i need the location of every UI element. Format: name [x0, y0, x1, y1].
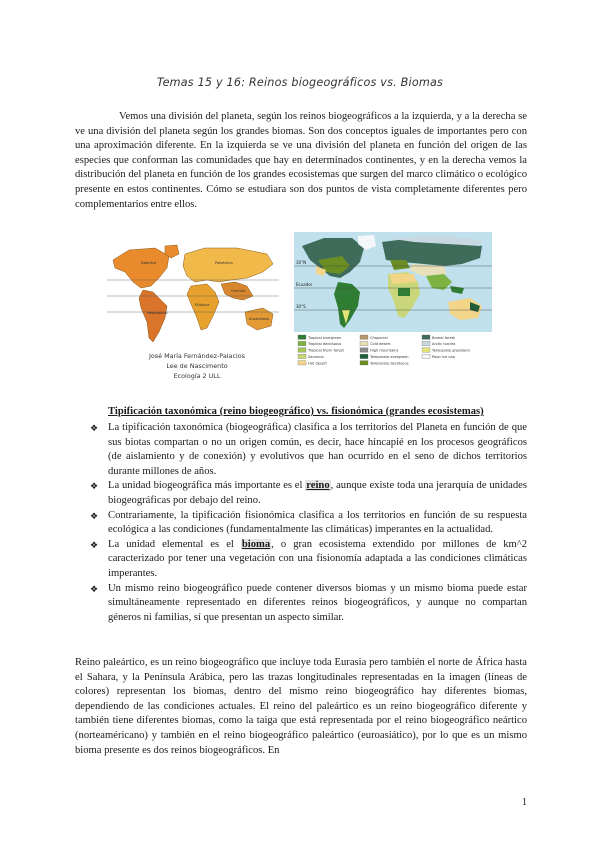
bullet-text-after: , aunque existe toda una jerarquía de unidades biogeográficas por debajo del reino. [108, 480, 527, 506]
label-neotropical: Neotropical [147, 311, 168, 315]
label-ethiopian: Etiópica [195, 303, 210, 307]
highlight-bioma: bioma [241, 538, 271, 550]
legend-swatch [422, 354, 430, 358]
legend-label: Tropical deciduous [308, 342, 342, 347]
bullet-text-before: La unidad elemental es el [108, 538, 241, 550]
legend-label: Savanna [308, 355, 324, 359]
diamond-bullet-icon: ❖ [90, 481, 99, 492]
legend-swatch [422, 348, 430, 352]
bullet-item [90, 509, 527, 538]
legend-swatch [298, 341, 306, 345]
legend-swatch [298, 348, 306, 352]
diamond-bullet-icon: ❖ [90, 510, 99, 521]
bullet-item [90, 479, 527, 508]
legend-swatch [298, 354, 306, 358]
bullet-item [90, 421, 527, 479]
bullet-item [90, 582, 527, 626]
figure-credit [140, 351, 254, 381]
page-title: Temas 15 y 16: Reinos biogeográficos vs. Biomas [156, 76, 444, 89]
legend-swatch [360, 354, 368, 358]
lat-equator: Ecuador [296, 282, 313, 287]
bullet-item [90, 538, 527, 582]
bullet-list [90, 421, 527, 625]
diamond-bullet-icon: ❖ [90, 539, 99, 550]
legend-swatch [422, 335, 430, 339]
biogeographic-realms-map [107, 242, 279, 348]
highlight-reino: reino [306, 480, 330, 492]
bullet-text-after: , o gran ecosistema extendido por millones de km^2 caracterizado por tener una vegetación con una fisionomía adaptada a las condiciones climáticas imperantes. [108, 538, 527, 579]
legend-swatch [360, 361, 368, 365]
legend-swatch [360, 341, 368, 345]
legend-label: Cold desert [370, 342, 391, 347]
lat-30s: 30°S [296, 304, 306, 309]
page-number: 1 [522, 797, 527, 808]
legend-swatch [298, 361, 306, 365]
legend-label: Tropical thorn forest [308, 348, 344, 353]
credit-line: Lee de Nascimento [166, 362, 228, 370]
legend-label: Arctic tundra [432, 342, 456, 347]
bullet-text: Un mismo reino biogeográfico puede contener diversos biomas y un mismo bioma puede estar simultáneamente representado en diferentes reinos biogeográficos, y aunque no compartan géneros ni familias, sí que presentan un aspecto similar. [108, 582, 527, 623]
final-paragraph: Reino paleártico, es un reino biogeográfico que incluye toda Eurasia pero también el norte de África hasta el Sahara, y la Península Arábica, pero las trazas longitudinales representadas en la imagen (líneas de colores) representan los biomas, dentro del mismo reino biogeográfico hay diferentes biomas, dependiendo de las condiciones actuales. El reino del paleártico es un reino biogeográfico diferente y también tiene diferentes biomas, como la taiga que está representada por el reino biogeográfico neártico (norteaméricano) y también en el reino biogeográfico paleártico (euroasiático), por lo que es un mismo bioma presente es dos reinos biogeográficos. En [75, 657, 527, 756]
intro-paragraph: Vemos una división del planeta, según los reinos biogeográficos a la izquierda, y a la derecha se ve una división del planeta según los grandes biomas. Son dos conceptos iguales de importantes pero con una aproximación diferente. En la izquierda se ve una división del planeta en función del origen de las especies que conforman las comunidades que hay en determinados continentes, y en la derecha vemos la distribución del planeta en función de los grandes ecosistemas que surgen del marco climático o ecológico presente en estos continentes. Cómo se estudiara son dos puntos de vista completamente diferentes pero complementarios entre ellos. [75, 111, 527, 210]
legend-label: High mountains [370, 348, 399, 353]
world-biomes-map [294, 232, 492, 368]
diamond-bullet-icon: ❖ [90, 423, 99, 433]
legend-swatch [298, 335, 306, 339]
credit-line: Ecología 2 ULL [173, 372, 221, 380]
legend-swatch [360, 335, 368, 339]
legend-label: Chaparral [370, 335, 388, 340]
lat-30n: 30°N [296, 260, 307, 265]
legend-swatch [422, 341, 430, 345]
label-oriental: Oriental [231, 289, 246, 293]
legend-label: Tropical evergreen [308, 335, 342, 340]
legend-label: Boreal forest [432, 335, 455, 340]
label-palearctic: Paleártica [215, 261, 233, 265]
label-nearctic: Neártica [141, 261, 157, 265]
legend-swatch [360, 348, 368, 352]
section-heading: Tipificación taxonómica (reino biogeográfico) vs. fisionómica (grandes ecosistemas) [108, 406, 484, 417]
bullet-text: La tipificación taxonómica (biogeográfica) clasifica a los territorios del Planeta en función de que sus biotas compartan o no un origen común, es decir, hace hincapié en los procesos geográficos (de aislamiento y de conexión) y evolutivos que han ocurrido en el seno de dichos territorios durante millones de años. [108, 422, 527, 477]
credit-line: José María Fernández-Palacios [148, 352, 245, 360]
diamond-bullet-icon: ❖ [90, 583, 99, 594]
legend-label: Temperate grassland [432, 348, 470, 353]
legend-label: Polar ice cap [432, 355, 455, 359]
legend-label: Hot desert [308, 361, 327, 366]
legend-label: Temperate deciduous [370, 361, 409, 366]
label-australian: Australiana [249, 317, 270, 321]
bullet-text-before: La unidad biogeográfica más importante es el [108, 480, 306, 492]
bullet-text: Contrariamente, la tipificación fisionómica clasifica a los territorios en función de su respuesta ecológica a las condiciones (fundamentalmente las climáticas) imperantes en la actualidad. [108, 509, 527, 536]
legend-label: Temperate evergreen [370, 355, 409, 359]
